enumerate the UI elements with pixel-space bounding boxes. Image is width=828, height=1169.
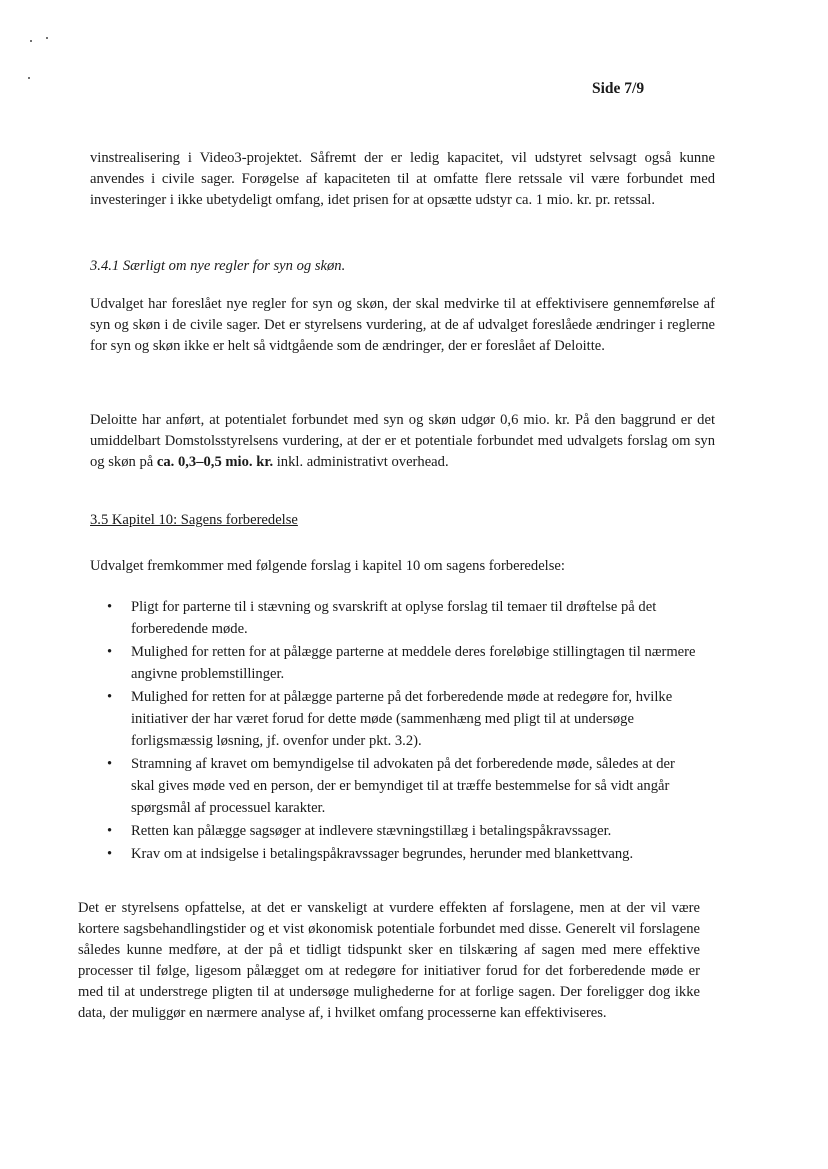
paragraph-deloitte-tail: inkl. administrativt overhead.: [273, 454, 449, 470]
paragraph-deloitte-text: Deloitte har anført, at potentialet forbundet med syn og skøn udgør 0,6 mio. kr. På den baggrund er det umiddelbart Domstolsstyrelsens vurdering, at der er et potentiale forbundet med udvalgets forslag om syn og skøn på: [90, 412, 715, 470]
paragraph-video3: vinstrealisering i Video3-projektet. Såfremt der er ledig kapacitet, vil udstyret selvsagt også kunne anvendes i civile sager. Forøgelse af kapaciteten til at omfatte flere retssale vil være forbundet med investeringer i ikke ubetydeligt omfang, idet prisen for at opsætte udstyr ca. 1 mio. kr. pr. retssal.: [90, 150, 715, 208]
paragraph-vurdering: Det er styrelsens opfattelse, at det er vanskeligt at vurdere effekten af forslagene, men at der vil være kortere sagsbehandlingstider og et vist økonomisk potentiale forbundet med disse. Generelt vil forslagene således kunne medføre, at der på et tidligt tidspunkt sker en tilskæring af sagen med mere effektive processer til følge, ligesom pålægget om at redegøre for initiativer forud for det forberedende møde er med til at understrege pligten til at undersøge mulighederne for at forlige sagen. Der foreligger dog ikke data, der muliggør en nærmere analyse af, i hvilket omfang processerne kan effektiviseres.: [78, 900, 700, 1021]
list-item-text: Krav om at indsigelse i betalingspåkravssager begrundes, herunder med blankettvang.: [131, 846, 634, 862]
list-item-text: Mulighed for retten for at pålægge parterne på det forberedende møde at redegøre for, hvilke initiativer der har været forud for dette møde (sammenhæng med pligt til at undersøge forligsmæssig løsning, jf. ovenfor under pkt. 3.2).: [131, 689, 673, 749]
proposal-list: [90, 596, 698, 866]
paragraph-syn-og-skon: Udvalget har foreslået nye regler for syn og skøn, der skal medvirke til at effektivisere gennemførelse af syn og skøn i de civile sager. Det er styrelsens vurdering, at de af udvalget foreslåede ændringer i reglerne for syn og skøn ikke er helt så vidtgående som de ændringer, der er foreslået af Deloitte.: [90, 296, 715, 354]
paragraph-deloitte: [90, 410, 715, 473]
paragraph-intro-forslag: Udvalget fremkommer med følgende forslag i kapitel 10 om sagens forberedelse:: [90, 558, 565, 574]
list-item-text: Retten kan pålægge sagsøger at indlevere stævningstillæg i betalingspåkravssager.: [131, 823, 612, 839]
list-item: [90, 753, 698, 819]
bullet-marker: •: [107, 756, 113, 772]
list-item: [90, 596, 698, 640]
bullet-marker: •: [107, 689, 113, 705]
bullet-marker: •: [107, 644, 113, 660]
bullet-marker: •: [107, 823, 113, 839]
scan-speck: [28, 77, 30, 79]
list-item: [90, 820, 698, 842]
list-item-text: Pligt for parterne til i stævning og svarskrift at oplyse forslag til temaer til drøftelse på det forberedende møde.: [131, 599, 657, 637]
list-item: [90, 686, 698, 752]
heading-3-4-1: 3.4.1 Særligt om nye regler for syn og skøn.: [90, 258, 346, 274]
list-item: [90, 641, 698, 685]
scan-speck: [46, 37, 48, 39]
page-number: Side 7/9: [592, 80, 645, 97]
bullet-marker: •: [107, 846, 113, 862]
list-item-text: Stramning af kravet om bemyndigelse til advokaten på det forberedende møde, således at der skal gives møde ved en person, der er bemyndiget til at træffe bestemmelse for så vidt angår spørgsmål af processuel karakter.: [131, 756, 675, 816]
bullet-marker: •: [107, 599, 113, 615]
list-item: [90, 843, 698, 865]
scan-speck: [30, 40, 32, 42]
paragraph-deloitte-amount: ca. 0,3–0,5 mio. kr.: [156, 454, 274, 470]
list-item-text: Mulighed for retten for at pålægge parterne at meddele deres foreløbige stillingtagen til nærmere angivne problemstillinger.: [131, 644, 696, 682]
heading-3-5: 3.5 Kapitel 10: Sagens forberedelse: [90, 512, 298, 528]
